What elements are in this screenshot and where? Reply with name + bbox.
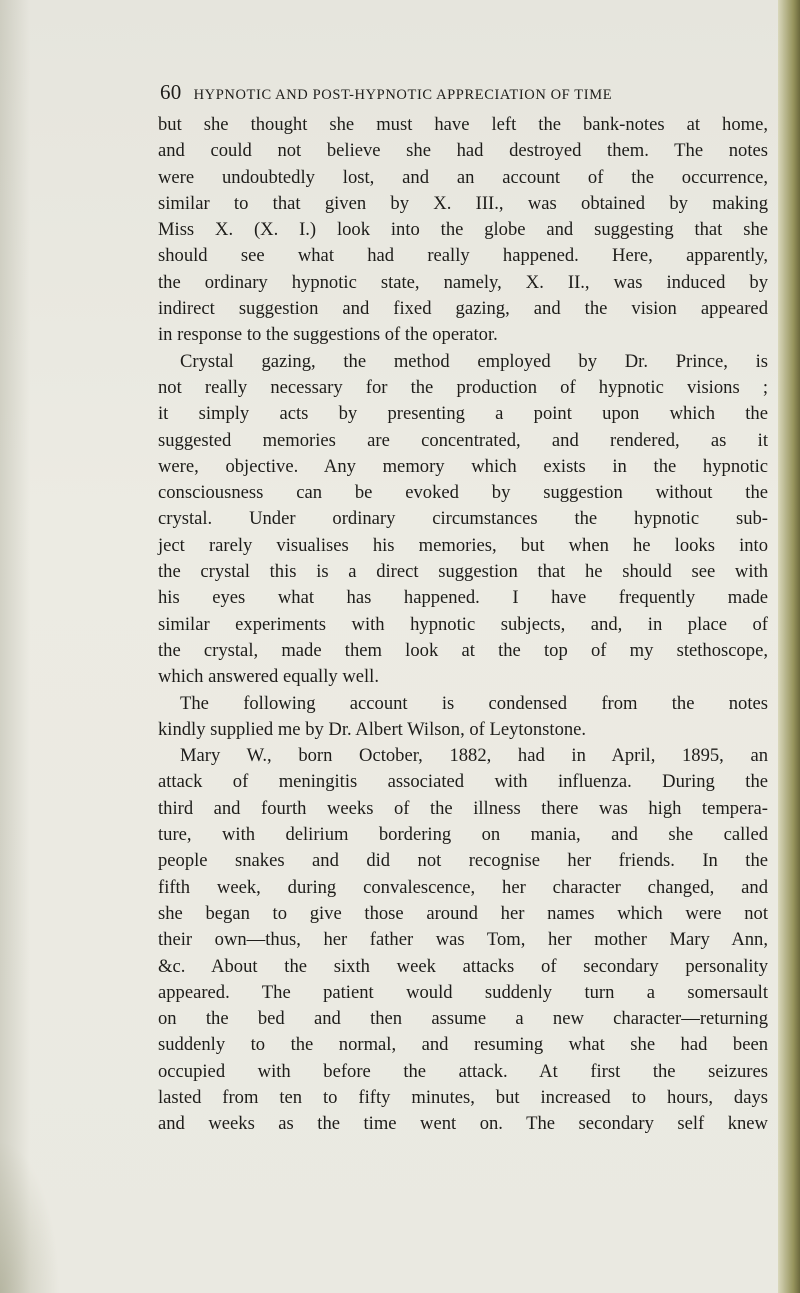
text-line: attack of meningitis associated with influenza. During the	[158, 771, 768, 793]
text-line: people snakes and did not recognise her friends. In the	[158, 850, 768, 872]
text-line: consciousness can be evoked by suggestion without the	[158, 482, 768, 504]
text-line: Crystal gazing, the method employed by Dr. Prince, is	[180, 350, 768, 372]
text-line: the crystal, made them look at the top of my stethoscope,	[158, 639, 768, 661]
text-line: should see what had really happened. Here, apparently,	[158, 245, 768, 267]
text-line: ture, with delirium bordering on mania, and she called	[158, 824, 768, 846]
text-line: fifth week, during convalescence, her character changed, and	[158, 876, 768, 898]
body-text	[158, 112, 768, 1138]
text-line: their own—thus, her father was Tom, her mother Mary Ann,	[158, 929, 768, 951]
page-number: 60	[160, 80, 182, 104]
text-line: and could not believe she had destroyed them. The notes	[158, 140, 768, 162]
text-line: similar to that given by X. III., was obtained by making	[158, 192, 768, 214]
text-line: on the bed and then assume a new character—returning	[158, 1008, 768, 1030]
text-line: The following account is condensed from the notes	[180, 692, 768, 714]
page-edge-shading	[778, 0, 800, 1293]
page-header	[160, 80, 720, 105]
text-line: lasted from ten to fifty minutes, but increased to hours, days	[158, 1086, 768, 1108]
text-line: &c. About the sixth week attacks of secondary personality	[158, 955, 768, 977]
text-line: occupied with before the attack. At first the seizures	[158, 1060, 768, 1082]
text-line: Mary W., born October, 1882, had in April, 1895, an	[180, 745, 768, 767]
running-title: HYPNOTIC AND POST-HYPNOTIC APPRECIATION OF TIME	[193, 87, 613, 103]
text-line: crystal. Under ordinary circumstances the hypnotic sub-	[158, 508, 768, 530]
text-line: Miss X. (X. I.) look into the globe and suggesting that she	[158, 219, 768, 241]
text-line: were, objective. Any memory which exists in the hypnotic	[158, 455, 768, 477]
text-line: the crystal this is a direct suggestion that he should see with	[158, 561, 768, 583]
text-line: and weeks as the time went on. The secondary self knew	[158, 1113, 768, 1135]
text-line: suddenly to the normal, and resuming what she had been	[158, 1034, 768, 1056]
text-line: ject rarely visualises his memories, but when he looks into	[158, 534, 768, 556]
text-line: similar experiments with hypnotic subjects, and, in place of	[158, 613, 768, 635]
text-line: third and fourth weeks of the illness there was high tempera-	[158, 797, 768, 819]
text-line: in response to the suggestions of the operator.	[158, 324, 498, 346]
text-line: she began to give those around her names which were not	[158, 902, 768, 924]
text-line: were undoubtedly lost, and an account of the occurrence,	[158, 166, 768, 188]
text-line: not really necessary for the production of hypnotic visions ;	[158, 376, 768, 398]
text-line: but she thought she must have left the bank-notes at home,	[158, 114, 768, 135]
text-line: which answered equally well.	[158, 666, 379, 688]
page-corner-shadow	[0, 1140, 60, 1293]
text-line: indirect suggestion and fixed gazing, and the vision appeared	[158, 298, 768, 320]
text-line: it simply acts by presenting a point upon which the	[158, 403, 768, 425]
text-line: appeared. The patient would suddenly turn a somersault	[158, 981, 768, 1003]
text-line: the ordinary hypnotic state, namely, X. II., was induced by	[158, 271, 768, 293]
text-line: suggested memories are concentrated, and rendered, as it	[158, 429, 768, 451]
text-line: his eyes what has happened. I have frequently made	[158, 587, 768, 609]
text-line: kindly supplied me by Dr. Albert Wilson, of Leytonstone.	[158, 718, 587, 740]
